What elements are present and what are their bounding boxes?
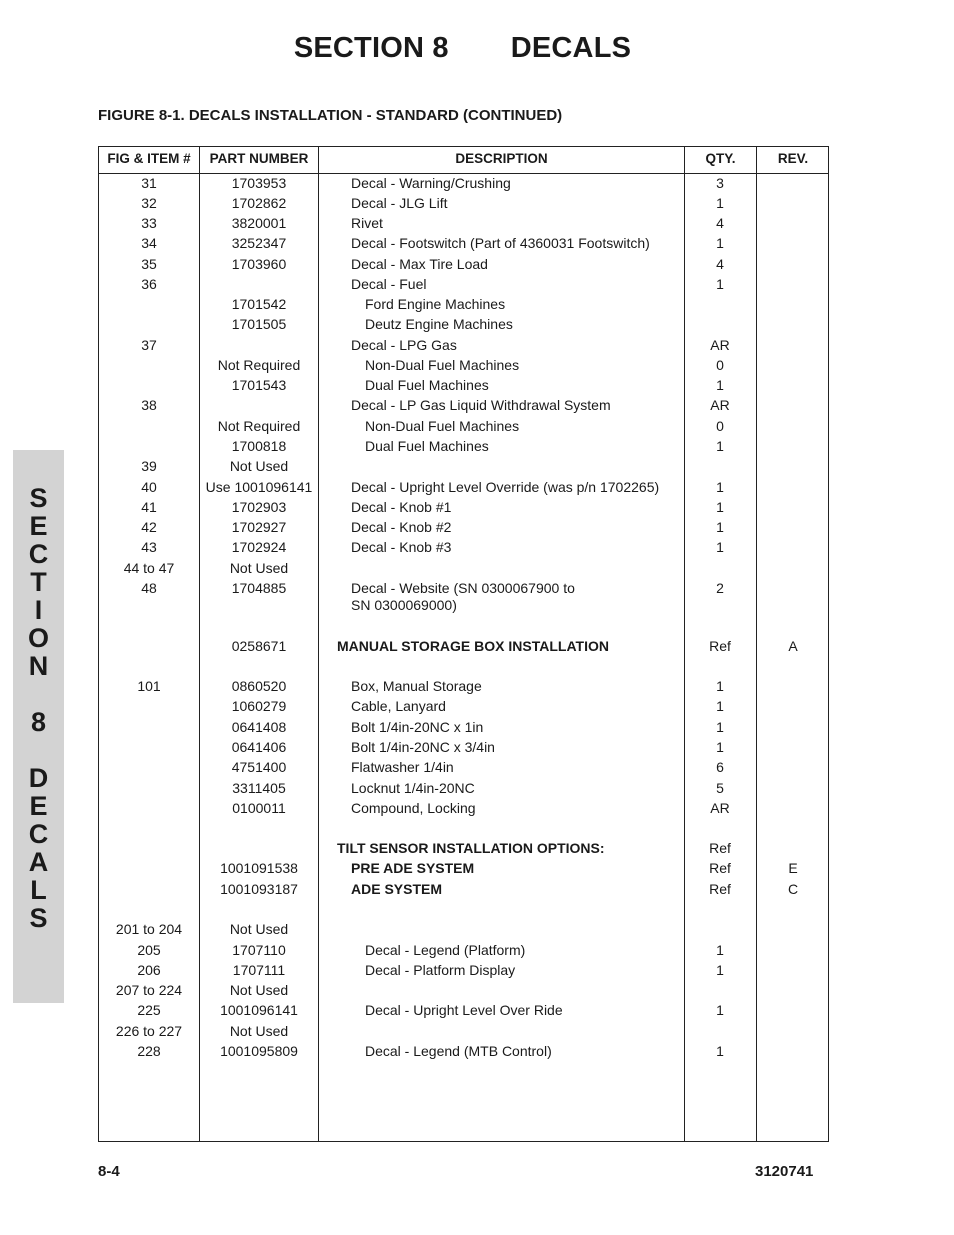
description-cell: Decal - Legend (MTB Control) xyxy=(365,1043,552,1059)
qty-cell: 1 xyxy=(716,519,724,535)
qty-cell: 4 xyxy=(716,215,724,231)
table-row xyxy=(99,942,828,962)
description-cell: Decal - LPG Gas xyxy=(351,337,457,353)
fig-item-cell: 206 xyxy=(137,962,161,978)
rev-cell: A xyxy=(788,638,798,654)
part-number-cell: 0641406 xyxy=(231,739,287,755)
fig-item-cell: 226 to 227 xyxy=(115,1023,183,1039)
description-cell: Decal - Website (SN 0300067900 to xyxy=(351,580,575,596)
qty-cell: 1 xyxy=(716,195,724,211)
description-cell: SN 0300069000) xyxy=(351,597,457,613)
part-number-cell: 0641408 xyxy=(231,719,287,735)
fig-item-cell: 205 xyxy=(137,942,161,958)
qty-cell: 0 xyxy=(716,418,724,434)
part-number-cell: Not Used xyxy=(229,921,289,937)
qty-cell: 0 xyxy=(716,357,724,373)
header-divider xyxy=(99,173,828,174)
fig-item-cell: 44 to 47 xyxy=(123,560,175,576)
part-number-cell: 1703953 xyxy=(231,175,287,191)
part-number-cell: Not Used xyxy=(229,458,289,474)
fig-item-cell: 48 xyxy=(141,580,157,596)
qty-cell: AR xyxy=(710,337,730,353)
section-name: DECALS xyxy=(510,32,632,64)
rev-cell: C xyxy=(787,881,799,897)
table-row xyxy=(99,560,828,580)
fig-item-cell: 225 xyxy=(137,1002,161,1018)
side-tab-letter: C xyxy=(28,819,49,849)
part-number-cell: Not Required xyxy=(217,418,301,434)
document-number: 3120741 xyxy=(755,1163,814,1180)
qty-cell: Ref xyxy=(709,881,731,897)
table-row xyxy=(99,256,828,276)
part-number-cell: 1702862 xyxy=(231,195,287,211)
fig-item-cell: 43 xyxy=(141,539,157,555)
qty-cell: 1 xyxy=(716,479,724,495)
table-row xyxy=(99,438,828,458)
qty-cell: 1 xyxy=(716,739,724,755)
description-cell: Decal - Warning/Crushing xyxy=(351,175,511,191)
qty-cell: AR xyxy=(710,800,730,816)
qty-cell: 1 xyxy=(716,539,724,555)
part-number-cell: 1001096141 xyxy=(220,1002,298,1018)
description-cell: Decal - Upright Level Override (was p/n 1702265) xyxy=(351,479,660,495)
qty-cell: 1 xyxy=(716,719,724,735)
side-tab-letter: D xyxy=(28,763,49,793)
table-row xyxy=(99,418,828,438)
table-row xyxy=(99,276,828,296)
part-number-cell: Not Used xyxy=(229,560,289,576)
header-description: DESCRIPTION xyxy=(455,151,548,166)
table-row xyxy=(99,316,828,336)
qty-cell: 4 xyxy=(716,256,724,272)
table-row xyxy=(99,597,828,617)
part-number-cell: 1702927 xyxy=(231,519,287,535)
qty-cell: Ref xyxy=(709,638,731,654)
description-cell: Decal - JLG Lift xyxy=(351,195,448,211)
qty-cell: 1 xyxy=(716,698,724,714)
description-cell: Decal - Knob #3 xyxy=(351,539,452,555)
part-number-cell: 1707111 xyxy=(232,962,286,978)
side-tab-letter: 8 xyxy=(30,707,47,737)
part-number-cell: 1707110 xyxy=(232,942,286,958)
table-row xyxy=(99,539,828,559)
fig-item-cell: 37 xyxy=(141,337,157,353)
header-fig-item: FIG & ITEM # xyxy=(107,151,191,166)
description-cell: Dual Fuel Machines xyxy=(365,377,489,393)
part-number-cell: Use 1001096141 xyxy=(205,479,313,495)
part-number-cell: 3820001 xyxy=(231,215,287,231)
table-row xyxy=(99,296,828,316)
table-row xyxy=(99,860,828,880)
part-number-cell: 3252347 xyxy=(231,235,287,251)
part-number-cell: Not Used xyxy=(229,982,289,998)
header-qty: QTY. xyxy=(705,151,736,166)
header-part-number: PART NUMBER xyxy=(209,151,309,166)
part-number-cell: Not Used xyxy=(229,1023,289,1039)
table-row xyxy=(99,921,828,941)
table-row xyxy=(99,1043,828,1063)
description-cell: Decal - Max Tire Load xyxy=(351,256,488,272)
table-row xyxy=(99,1002,828,1022)
part-number-cell: 0860520 xyxy=(231,678,287,694)
part-number-cell: 1001093187 xyxy=(220,881,298,897)
description-cell: Decal - Upright Level Over Ride xyxy=(365,1002,563,1018)
table-row xyxy=(99,397,828,417)
table-row xyxy=(99,962,828,982)
part-number-cell: 1701543 xyxy=(231,377,287,393)
description-cell: Decal - LP Gas Liquid Withdrawal System xyxy=(351,397,611,413)
description-cell: Flatwasher 1/4in xyxy=(351,759,454,775)
side-tab-letter: E xyxy=(29,791,48,821)
table-row xyxy=(99,175,828,195)
qty-cell: 1 xyxy=(716,1043,724,1059)
table-row xyxy=(99,881,828,901)
part-number-cell: 1001095809 xyxy=(220,1043,298,1059)
qty-cell: AR xyxy=(710,397,730,413)
fig-item-cell: 31 xyxy=(141,175,157,191)
part-number-cell: 1701542 xyxy=(231,296,287,312)
fig-item-cell: 32 xyxy=(141,195,157,211)
description-cell: Decal - Fuel xyxy=(351,276,427,292)
page-number: 8-4 xyxy=(98,1163,120,1180)
table-row xyxy=(99,719,828,739)
description-cell: ADE SYSTEM xyxy=(351,881,443,897)
part-number-cell: 0258671 xyxy=(231,638,287,654)
side-tab-letter: O xyxy=(27,623,49,653)
figure-title: FIGURE 8-1. DECALS INSTALLATION - STANDARD (CONTINUED) xyxy=(98,107,563,124)
table-row xyxy=(99,357,828,377)
part-number-cell: 1701505 xyxy=(231,316,287,332)
fig-item-cell: 101 xyxy=(137,678,161,694)
description-cell: Ford Engine Machines xyxy=(365,296,506,312)
table-row xyxy=(99,519,828,539)
section-heading xyxy=(0,32,925,65)
qty-cell: Ref xyxy=(709,860,731,876)
table-row xyxy=(99,195,828,215)
description-cell: Compound, Locking xyxy=(351,800,476,816)
table-row xyxy=(99,1023,828,1043)
table-row xyxy=(99,638,828,658)
description-cell: Decal - Knob #2 xyxy=(351,519,452,535)
description-cell: Decal - Footswitch (Part of 4360031 Footswitch) xyxy=(351,235,650,251)
fig-item-cell: 36 xyxy=(141,276,157,292)
qty-cell: 3 xyxy=(716,175,724,191)
fig-item-cell: 41 xyxy=(141,499,157,515)
table-row xyxy=(99,337,828,357)
qty-cell: 1 xyxy=(716,942,724,958)
qty-cell: 5 xyxy=(716,780,724,796)
part-number-cell: 1702903 xyxy=(231,499,287,515)
part-number-cell: 1001091538 xyxy=(220,860,298,876)
side-tab-letter: E xyxy=(29,511,48,541)
description-cell: Bolt 1/4in-20NC x 3/4in xyxy=(351,739,495,755)
description-cell: TILT SENSOR INSTALLATION OPTIONS: xyxy=(337,840,605,856)
section-side-tab xyxy=(13,450,64,1003)
description-cell: Bolt 1/4in-20NC x 1in xyxy=(351,719,484,735)
fig-item-cell: 35 xyxy=(141,256,157,272)
section-number: SECTION 8 xyxy=(293,32,449,64)
table-row xyxy=(99,759,828,779)
table-row xyxy=(99,678,828,698)
fig-item-cell: 34 xyxy=(141,235,157,251)
description-cell: MANUAL STORAGE BOX INSTALLATION xyxy=(337,638,609,654)
part-number-cell: 0100011 xyxy=(232,800,286,816)
qty-cell: 1 xyxy=(716,962,724,978)
description-cell: PRE ADE SYSTEM xyxy=(351,860,475,876)
table-row xyxy=(99,499,828,519)
side-tab-letter: A xyxy=(28,847,49,877)
description-cell: Non-Dual Fuel Machines xyxy=(365,418,520,434)
table-row xyxy=(99,982,828,1002)
part-number-cell: 1702924 xyxy=(231,539,287,555)
qty-cell: 2 xyxy=(716,580,724,596)
side-tab-letter: N xyxy=(28,651,49,681)
fig-item-cell: 38 xyxy=(141,397,157,413)
fig-item-cell: 42 xyxy=(141,519,157,535)
qty-cell: 1 xyxy=(716,678,724,694)
qty-cell: 6 xyxy=(716,759,724,775)
description-cell: Decal - Platform Display xyxy=(365,962,516,978)
table-row xyxy=(99,377,828,397)
description-cell: Decal - Knob #1 xyxy=(351,499,452,515)
part-number-cell: 4751400 xyxy=(231,759,287,775)
description-cell: Decal - Legend (Platform) xyxy=(365,942,526,958)
side-tab-letter: C xyxy=(28,539,49,569)
parts-table xyxy=(98,146,829,1142)
table-row xyxy=(99,739,828,759)
table-row xyxy=(99,800,828,820)
header-rev: REV. xyxy=(777,151,809,166)
qty-cell: 1 xyxy=(716,499,724,515)
table-row xyxy=(99,698,828,718)
part-number-cell: Not Required xyxy=(217,357,301,373)
qty-cell: 1 xyxy=(716,235,724,251)
table-row xyxy=(99,780,828,800)
description-cell: Box, Manual Storage xyxy=(351,678,482,694)
fig-item-cell: 201 to 204 xyxy=(115,921,183,937)
qty-cell: 1 xyxy=(716,377,724,393)
table-row xyxy=(99,840,828,860)
qty-cell: 1 xyxy=(716,438,724,454)
description-cell: Cable, Lanyard xyxy=(351,698,446,714)
rev-cell: E xyxy=(788,860,798,876)
side-tab-letter: T xyxy=(30,567,47,597)
description-cell: Dual Fuel Machines xyxy=(365,438,489,454)
fig-item-cell: 207 to 224 xyxy=(115,982,183,998)
fig-item-cell: 39 xyxy=(141,458,157,474)
table-row xyxy=(99,215,828,235)
table-row xyxy=(99,235,828,255)
description-cell: Rivet xyxy=(351,215,383,231)
part-number-cell: 1704885 xyxy=(231,580,287,596)
side-tab-letter: I xyxy=(34,595,43,625)
fig-item-cell: 33 xyxy=(141,215,157,231)
qty-cell: 1 xyxy=(716,276,724,292)
fig-item-cell: 40 xyxy=(141,479,157,495)
fig-item-cell: 228 xyxy=(137,1043,161,1059)
part-number-cell: 3311405 xyxy=(232,780,286,796)
description-cell: Non-Dual Fuel Machines xyxy=(365,357,520,373)
table-row xyxy=(99,479,828,499)
description-cell: Locknut 1/4in-20NC xyxy=(351,780,475,796)
side-tab-letter: L xyxy=(30,875,47,905)
qty-cell: 1 xyxy=(716,1002,724,1018)
part-number-cell: 1703960 xyxy=(231,256,287,272)
qty-cell: Ref xyxy=(709,840,731,856)
side-tab-letter: S xyxy=(29,483,48,513)
part-number-cell: 1700818 xyxy=(231,438,287,454)
description-cell: Deutz Engine Machines xyxy=(365,316,513,332)
side-tab-letter: S xyxy=(29,903,48,933)
part-number-cell: 1060279 xyxy=(231,698,287,714)
table-row xyxy=(99,458,828,478)
